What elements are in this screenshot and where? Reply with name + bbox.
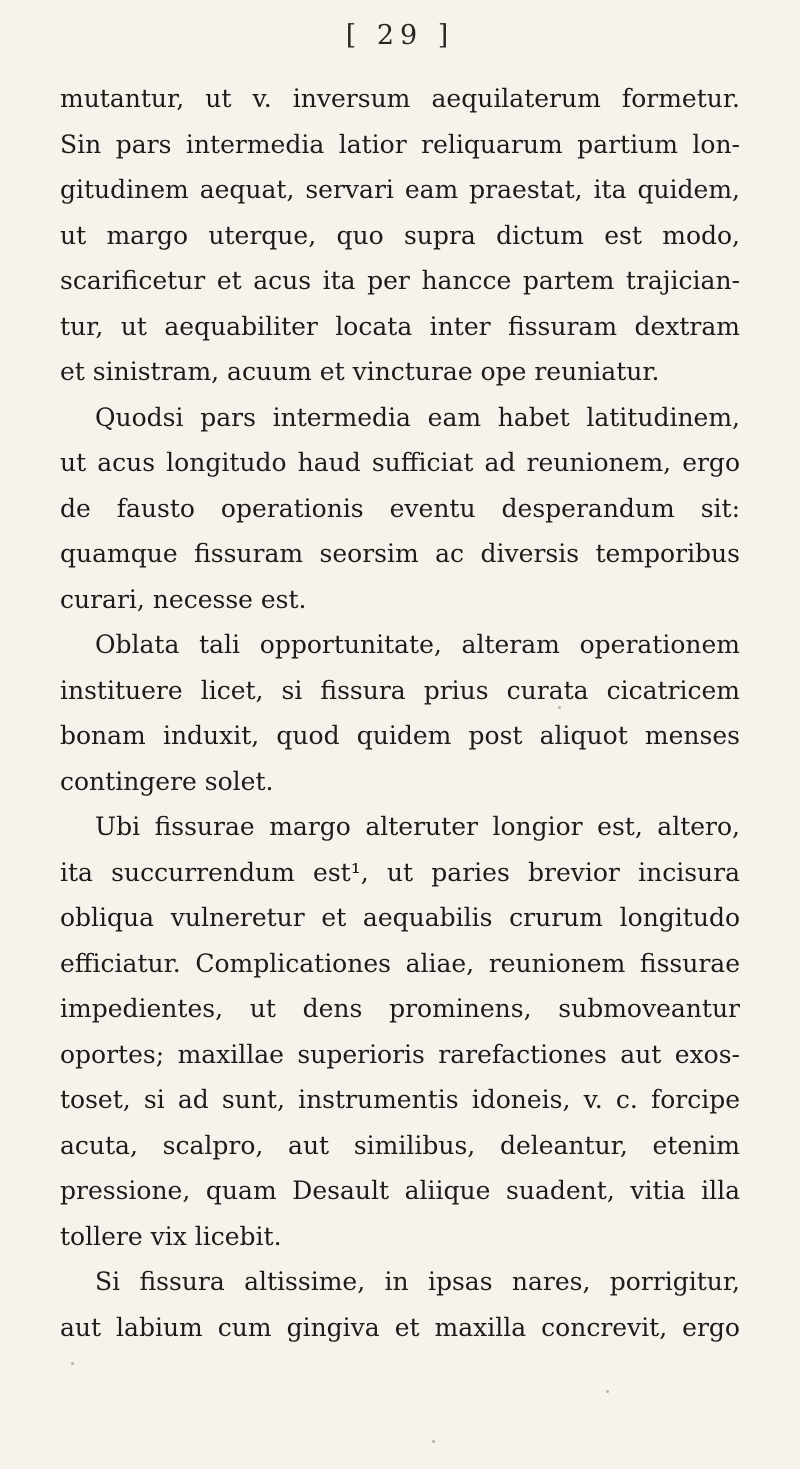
text-line: ut acus longitudo haud sufficiat ad reunionem, ergo	[60, 448, 740, 477]
text-line: oportes; maxillae superioris rarefactiones aut exos-	[60, 1039, 740, 1069]
text-line: pressione, quam Desault aliique suadent, vitia illa	[60, 1176, 740, 1205]
text-line: quamque fissuram seorsim ac diversis temporibus	[60, 539, 740, 568]
paper-speck	[71, 1362, 74, 1365]
paper-speck	[606, 1390, 609, 1393]
text-line: instituere licet, si fissura prius curata cicatricem	[60, 675, 740, 705]
paragraph-start-line: Ubi fissurae margo alteruter longior est, altero,	[95, 812, 740, 841]
text-line: ita succurrendum est¹, ut paries brevior incisura	[60, 857, 740, 887]
paper-speck	[432, 1440, 435, 1443]
text-line: impedientes, ut dens prominens, submoveantur	[60, 994, 740, 1023]
text-line: et sinistram, acuum et vincturae ope reuniatur.	[60, 357, 660, 386]
paragraph-start-line: Oblata tali opportunitate, alteram operationem	[95, 630, 740, 659]
text-line: obliqua vulneretur et aequabilis crurum longitudo	[60, 903, 740, 932]
text-line: tollere vix licebit.	[60, 1221, 282, 1251]
text-line: curari, necesse est.	[60, 584, 307, 614]
text-line: contingere solet.	[60, 766, 274, 796]
text-line: de fausto operationis eventu desperandum sit:	[60, 493, 740, 523]
text-line: scarificetur et acus ita per hancce partem trajician-	[60, 266, 740, 295]
paragraph-start-line: Si fissura altissime, in ipsas nares, porrigitur,	[95, 1267, 740, 1296]
text-line: gitudinem aequat, servari eam praestat, ita quidem,	[60, 175, 740, 204]
text-line: bonam induxit, quod quidem post aliquot menses	[60, 721, 740, 750]
text-line: acuta, scalpro, aut similibus, deleantur, etenim	[60, 1130, 740, 1160]
text-line: toset, si ad sunt, instrumentis idoneis, v. c. forcipe	[60, 1085, 740, 1114]
text-line: ut margo uterque, quo supra dictum est modo,	[60, 220, 740, 250]
text-line: aut labium cum gingiva et maxilla concrevit, ergo	[60, 1312, 740, 1342]
paper-speck	[558, 706, 561, 709]
page-number-header: [ 29 ]	[345, 20, 455, 51]
text-line: tur, ut aequabiliter locata inter fissuram dextram	[60, 311, 740, 341]
text-line: efficiatur. Complicationes aliae, reunionem fissurae	[60, 948, 740, 978]
text-line: mutantur, ut v. inversum aequilaterum formetur.	[60, 84, 740, 113]
text-line: Sin pars intermedia latior reliquarum partium lon-	[60, 129, 740, 159]
body-text	[60, 76, 740, 1350]
paragraph-start-line: Quodsi pars intermedia eam habet latitudinem,	[95, 402, 740, 432]
